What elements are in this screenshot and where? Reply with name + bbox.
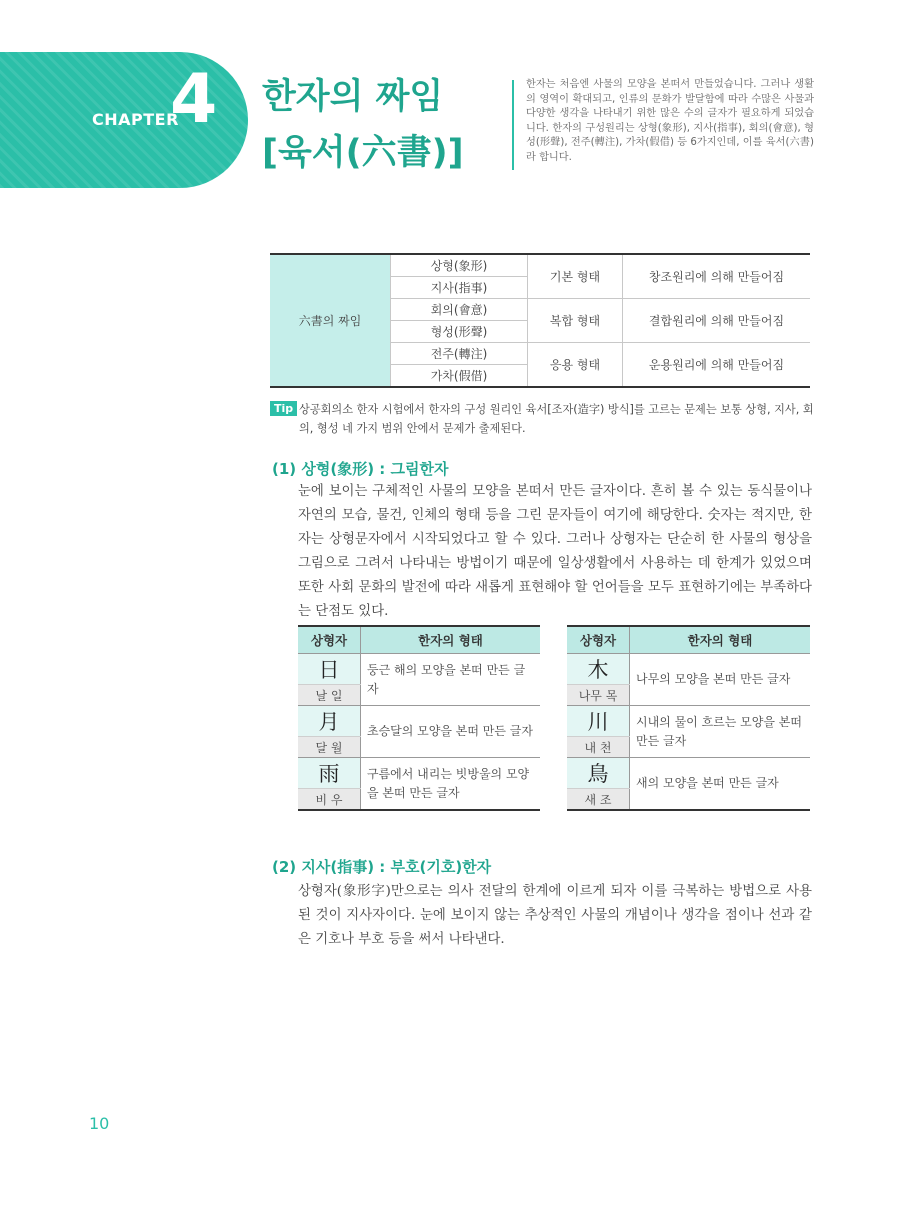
intro-divider	[512, 80, 514, 170]
hanja-reading: 날 일	[298, 685, 361, 706]
group-type: 기본 형태	[528, 254, 623, 299]
chapter-title-line1: 한자의 짜임	[262, 77, 444, 117]
hanja-reading: 내 천	[567, 737, 630, 758]
writing-name: 지사(指事)	[391, 277, 528, 299]
hanja-char: 雨	[298, 758, 361, 789]
hanja-char: 月	[298, 706, 361, 737]
chapter-intro: 한자는 처음엔 사물의 모양을 본떠서 만들었습니다. 그러나 생활의 영역이 확대되고, 인류의 문화가 발달함에 따라 수많은 사물과 다양한 생각을 나타내기 위한 많은 수의 글자가 필요하게 되었습니다. 한자의 구성원리는 상형(象形), 지사(指事), 회의(會意), 형성(形聲), 전주(轉注), 가차(假借) 등 6가지인데, 이를 육서(六書)라 합니다.	[526, 79, 814, 163]
column-header-desc: 한자의 형태	[361, 626, 541, 654]
tip-text: 상공회의소 한자 시험에서 한자의 구성 원리인 육서[조자(造字) 방식]를 고르는 문제는 보통 상형, 지사, 회의, 형성 네 가지 범위 안에서 문제가 출제된다.	[299, 403, 814, 435]
pictograph-table-right	[567, 625, 810, 811]
hanja-char: 鳥	[567, 758, 630, 789]
group-principle: 창조원리에 의해 만들어짐	[623, 254, 811, 299]
hanja-description: 새의 모양을 본떠 만든 글자	[630, 758, 811, 811]
writing-name: 상형(象形)	[391, 254, 528, 277]
chapter-number: 4	[170, 60, 218, 139]
hanja-reading: 나무 목	[567, 685, 630, 706]
hanja-char: 木	[567, 654, 630, 685]
hanja-description: 시내의 물이 흐르는 모양을 본떠 만든 글자	[630, 706, 811, 758]
hanja-char: 川	[567, 706, 630, 737]
group-type: 응용 형태	[528, 343, 623, 388]
hanja-reading: 새 조	[567, 789, 630, 811]
group-principle: 결합원리에 의해 만들어짐	[623, 299, 811, 343]
hanja-description: 나무의 모양을 본떠 만든 글자	[630, 654, 811, 706]
section-title-pictograph: (1) 상형(象形) : 그림한자	[272, 460, 449, 478]
hanja-reading: 비 우	[298, 789, 361, 811]
section-title-indicative: (2) 지사(指事) : 부호(기호)한자	[272, 858, 492, 876]
writing-name: 형성(形聲)	[391, 321, 528, 343]
six-writings-table	[270, 253, 810, 388]
column-header-desc: 한자의 형태	[630, 626, 811, 654]
hanja-description: 초승달의 모양을 본떠 만든 글자	[361, 706, 541, 758]
hanja-description: 구름에서 내리는 빗방울의 모양을 본떠 만든 글자	[361, 758, 541, 811]
group-principle: 운용원리에 의해 만들어짐	[623, 343, 811, 388]
pictograph-table-left	[298, 625, 540, 811]
column-header-char: 상형자	[567, 626, 630, 654]
hanja-description: 둥근 해의 모양을 본떠 만든 글자	[361, 654, 541, 706]
section-body-indicative: 상형자(象形字)만으로는 의사 전달의 한계에 이르게 되자 이를 극복하는 방법으로 사용된 것이 지사자이다. 눈에 보이지 않는 추상적인 사물의 개념이나 생각을 점이나 선과 같은 기호나 부호 등을 써서 나타낸다.	[298, 884, 812, 947]
tip-badge: Tip	[270, 401, 297, 416]
table-header-cell: 六書의 짜임	[270, 254, 391, 387]
group-type: 복합 형태	[528, 299, 623, 343]
section-body-pictograph: 눈에 보이는 구체적인 사물의 모양을 본떠서 만든 글자이다. 흔히 볼 수 있는 동식물이나 자연의 모습, 물건, 인체의 형태 등을 그린 문자들이 여기에 해당한다. 숫자는 적지만, 한자는 상형문자에서 시작되었다고 할 수 있다. 그러나 상형자는 단순히 한 사물의 형상을 그림으로 그려서 나타내는 방법이기 때문에 일상생활에서 사용하는 데 한계가 있었으며 또한 사회 문화의 발전에 따라 새롭게 표현해야 할 언어들을 모두 표현하기에는 부족하다는 단점도 있다.	[298, 484, 812, 619]
column-header-char: 상형자	[298, 626, 361, 654]
hanja-reading: 달 월	[298, 737, 361, 758]
chapter-label: CHAPTER	[92, 110, 179, 129]
page-number: 10	[89, 1114, 110, 1133]
chapter-title-line2: [육서(六書)]	[262, 133, 464, 173]
writing-name: 전주(轉注)	[391, 343, 528, 365]
writing-name: 가차(假借)	[391, 365, 528, 388]
hanja-char: 日	[298, 654, 361, 685]
writing-name: 회의(會意)	[391, 299, 528, 321]
